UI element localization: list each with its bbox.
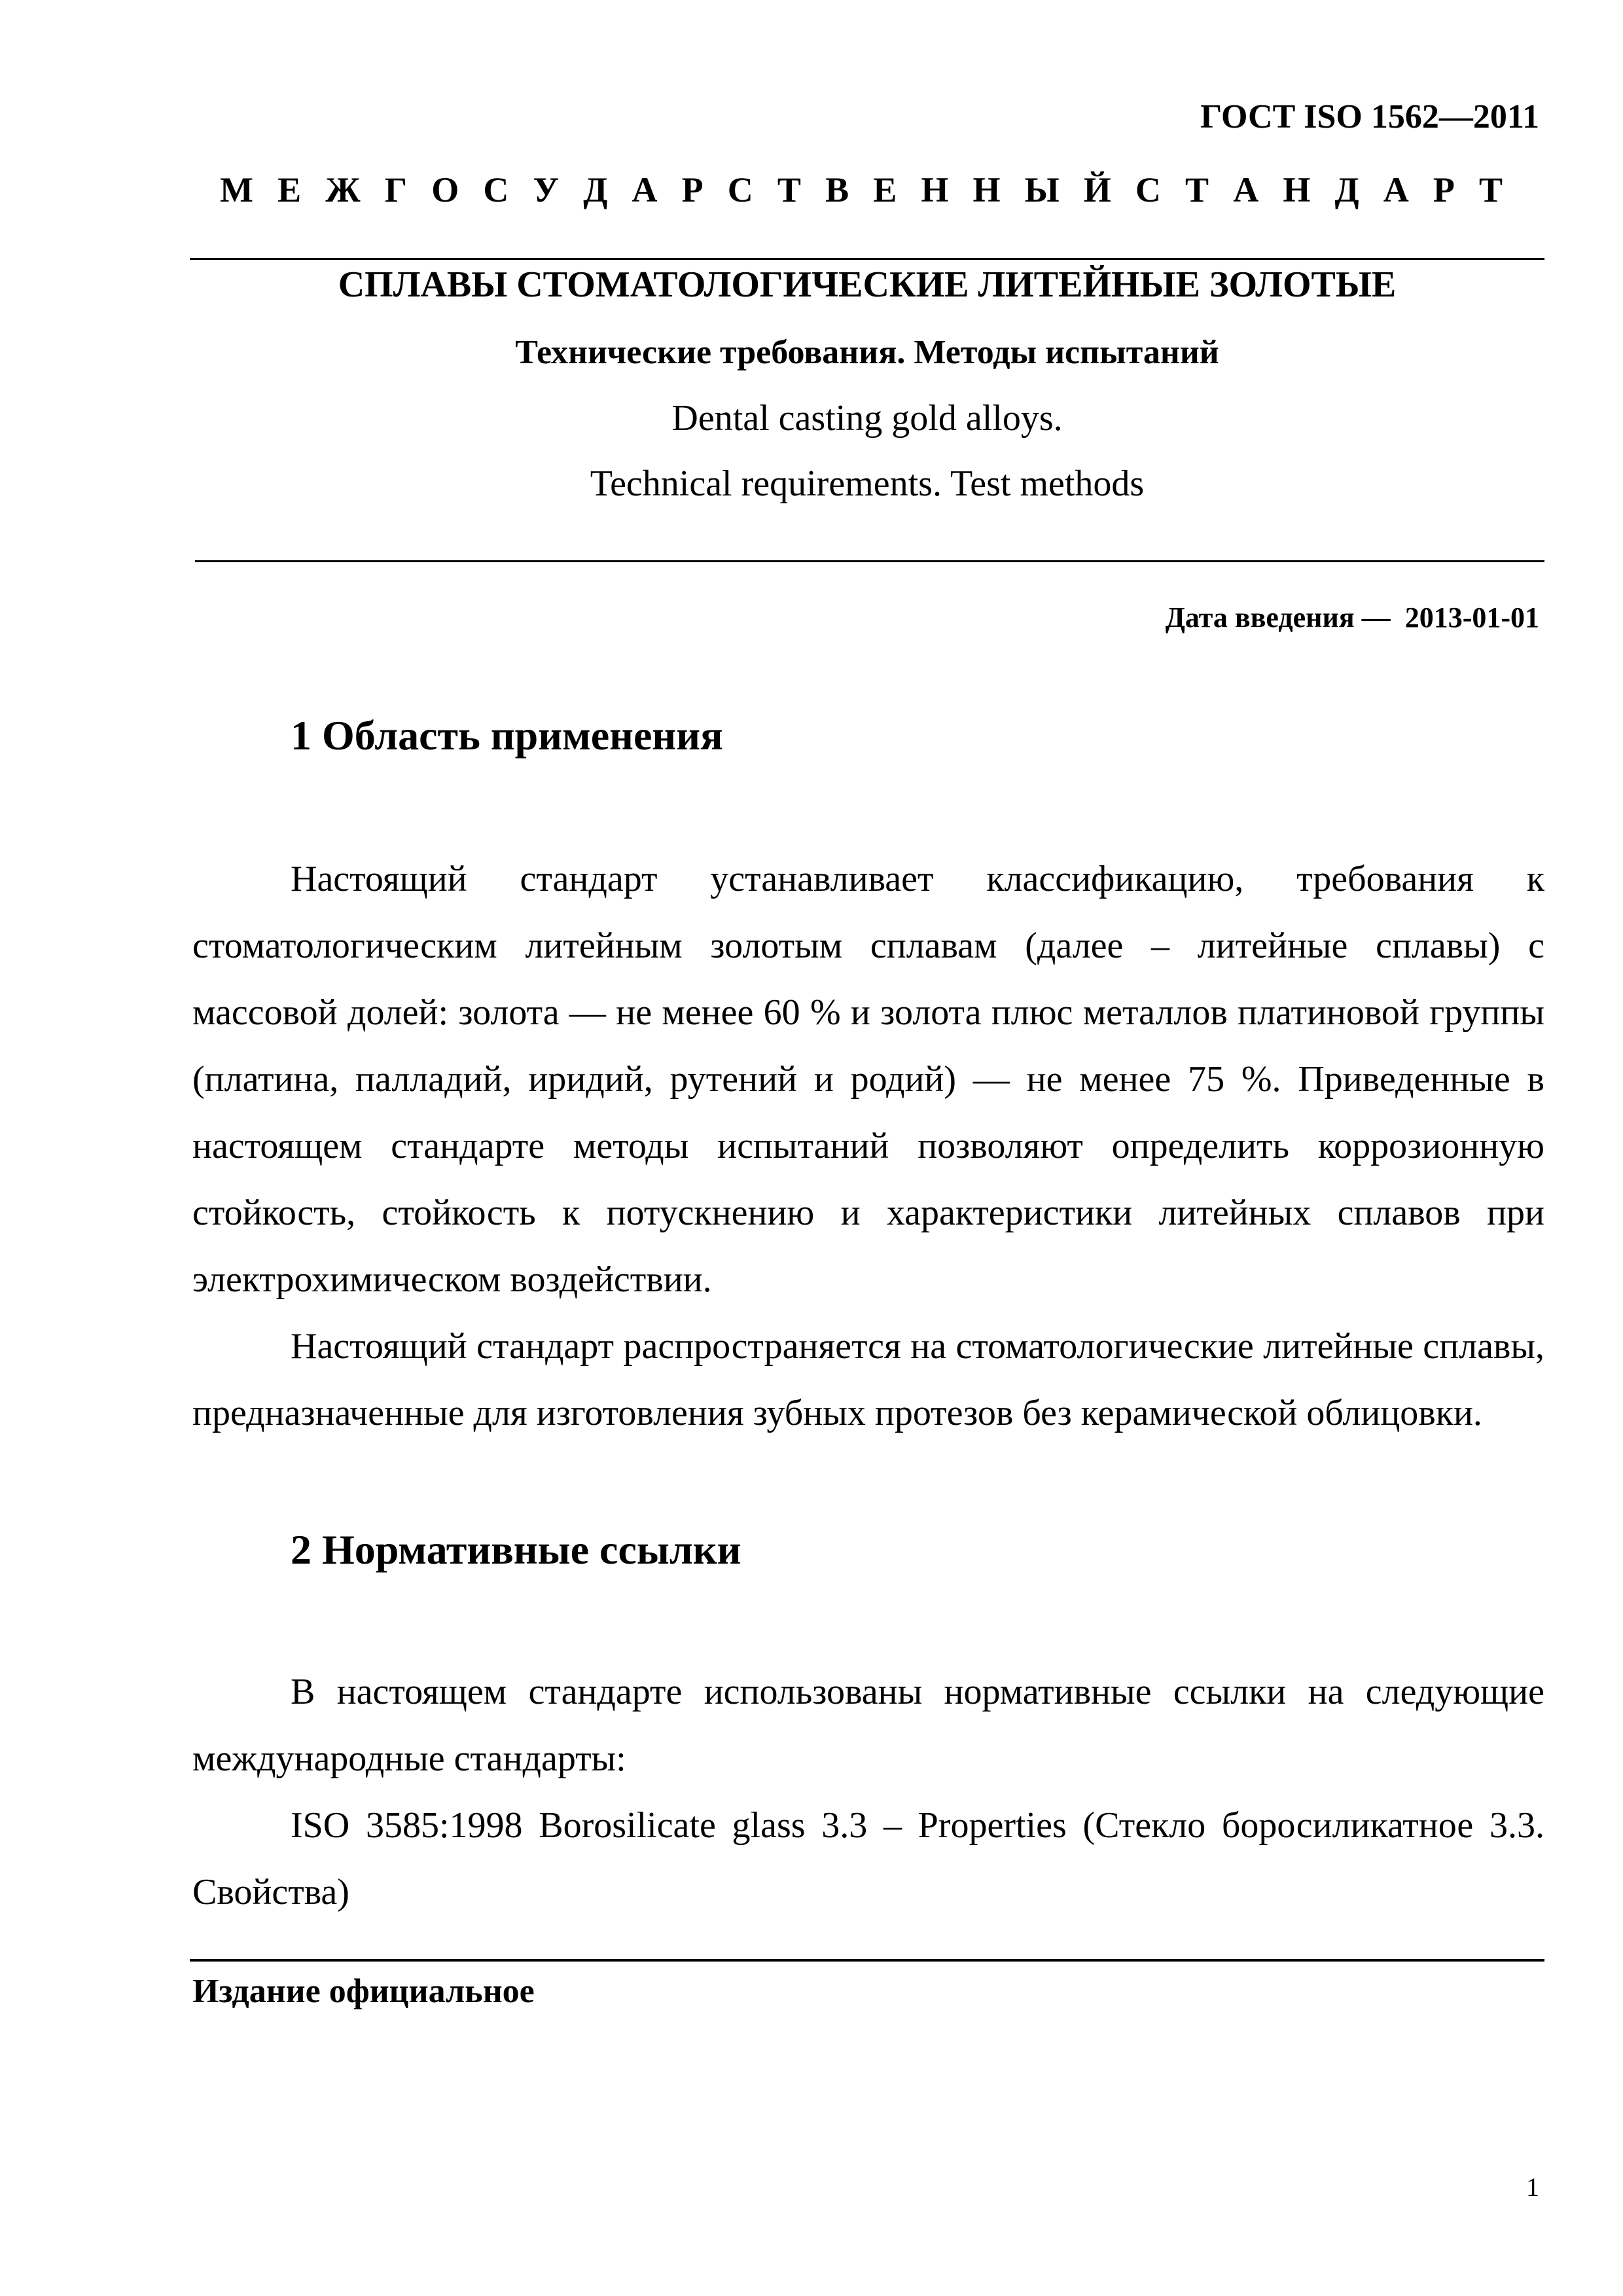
introduction-date-label: Дата введения —	[1165, 601, 1391, 634]
standard-type-heading: М Е Ж Г О С У Д А Р С Т В Е Н Н Ы Й С Т А Н Д А Р Т	[220, 170, 1503, 209]
section-heading-normative-references: 2 Нормативные ссылки	[291, 1526, 741, 1573]
scope-paragraph-1: Настоящий стандарт устанавливает классификацию, требования к стоматологическим литейным золотым сплавам (далее – литейные сплавы) с массовой долей: золота — не менее 60 % и золота плюс металлов платиновой группы (платина, палладий, иридий, рутений и родий) — не менее 75 %. Приведенные в настоящем стандарте методы испытаний позволяют определить коррозионную стойкость, стойкость к потускнению и характеристики литейных сплавов при электрохимическом воздействии.	[192, 859, 1544, 1300]
introduction-date	[1166, 601, 1539, 636]
references-paragraph-2: ISO 3585:1998 Borosilicate glass 3.3 – Properties (Стекло боросиликатное 3.3. Свойства)	[192, 1805, 1544, 1912]
page-number: 1	[1526, 2172, 1539, 2202]
section-heading-scope: 1 Область применения	[291, 712, 723, 759]
title-top-rule	[190, 258, 1544, 260]
standard-designation: ГОСТ ISO 1562—2011	[1200, 98, 1539, 135]
document-subtitle-ru: Технические требования. Методы испытаний	[515, 334, 1219, 371]
title-bottom-rule	[195, 560, 1544, 562]
official-edition-label: Издание официальное	[192, 1973, 535, 2010]
references-paragraph-1: В настоящем стандарте использованы нормативные ссылки на следующие международные стандарты:	[192, 1672, 1544, 1779]
scope-paragraph-2: Настоящий стандарт распространяется на стоматологические литейные сплавы, предназначенные для изготовления зубных протезов без керамической облицовки.	[192, 1326, 1544, 1433]
footer-rule	[190, 1959, 1544, 1962]
document-subtitle-en: Technical requirements. Test methods	[590, 463, 1145, 504]
document-title-en: Dental casting gold alloys.	[671, 398, 1063, 439]
document-title-ru: СПЛАВЫ СТОМАТОЛОГИЧЕСКИЕ ЛИТЕЙНЫЕ ЗОЛОТЫЕ	[338, 264, 1397, 305]
introduction-date-value: 2013-01-01	[1404, 601, 1539, 634]
